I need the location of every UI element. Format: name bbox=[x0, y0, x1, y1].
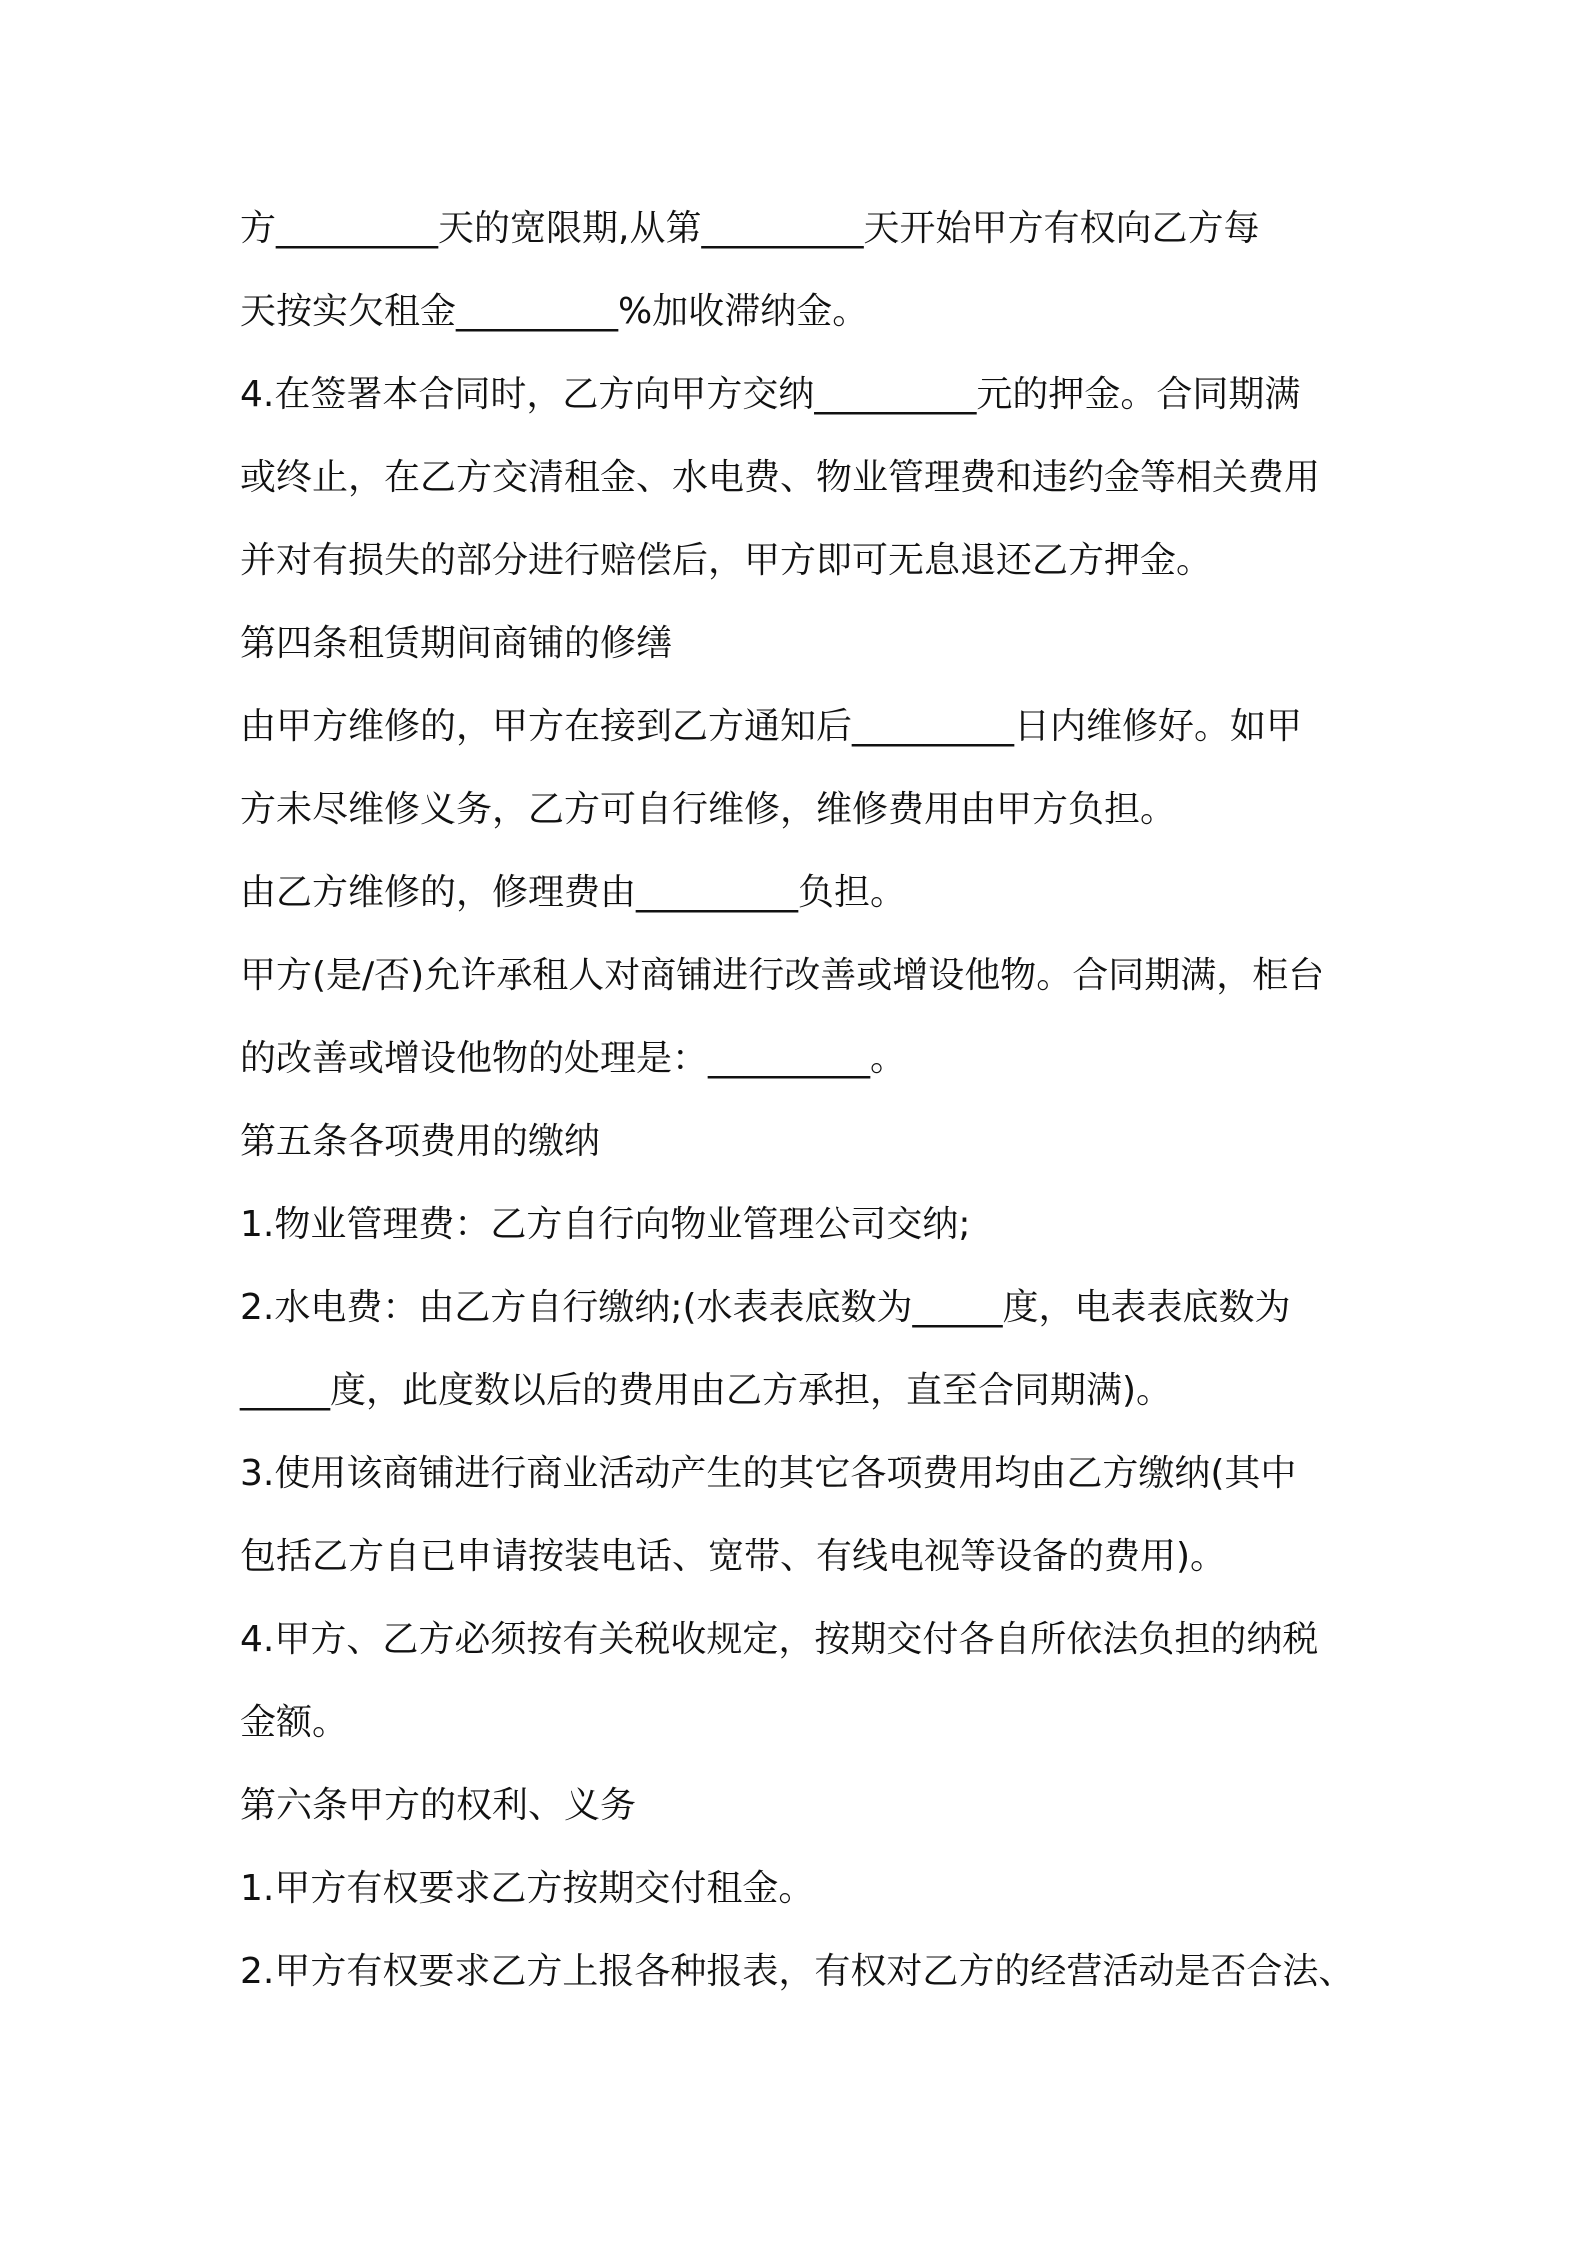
text-line: 2.水电费：由乙方自行缴纳;(水表表底数为_____度，电表表底数为 bbox=[240, 1287, 1291, 1328]
text-line: _____度，此度数以后的费用由乙方承担，直至合同期满)。 bbox=[240, 1370, 1173, 1411]
text-line: 方_________天的宽限期,从第_________天开始甲方有权向乙方每 bbox=[240, 208, 1260, 249]
text-line: 并对有损失的部分进行赔偿后，甲方即可无息退还乙方押金。 bbox=[240, 540, 1213, 581]
text-line: 4.在签署本合同时，乙方向甲方交纳_________元的押金。合同期满 bbox=[240, 374, 1301, 415]
text-line: 由甲方维修的，甲方在接到乙方通知后_________日内维修好。如甲 bbox=[240, 706, 1303, 747]
text-line: 或终止，在乙方交清租金、水电费、物业管理费和违约金等相关费用 bbox=[240, 457, 1321, 498]
text-line: 的改善或增设他物的处理是：_________。 bbox=[240, 1038, 907, 1079]
section-heading: 第五条各项费用的缴纳 bbox=[240, 1121, 601, 1162]
text-line: 2.甲方有权要求乙方上报各种报表，有权对乙方的经营活动是否合法、 bbox=[240, 1951, 1355, 1992]
text-line: 包括乙方自已申请按装电话、宽带、有线电视等设备的费用)。 bbox=[240, 1536, 1227, 1577]
section-heading: 第四条租赁期间商铺的修缮 bbox=[240, 623, 673, 664]
text-line: 金额。 bbox=[240, 1702, 349, 1743]
text-line: 3.使用该商铺进行商业活动产生的其它各项费用均由乙方缴纳(其中 bbox=[240, 1453, 1297, 1494]
text-line: 1.物业管理费：乙方自行向物业管理公司交纳; bbox=[240, 1204, 971, 1245]
text-line: 由乙方维修的，修理费由_________负担。 bbox=[240, 872, 907, 913]
section-heading: 第六条甲方的权利、义务 bbox=[240, 1785, 637, 1826]
text-line: 方未尽维修义务，乙方可自行维修，维修费用由甲方负担。 bbox=[240, 789, 1177, 830]
text-line: 4.甲方、乙方必须按有关税收规定，按期交付各自所依法负担的纳税 bbox=[240, 1619, 1319, 1660]
text-line: 天按实欠租金_________%加收滞纳金。 bbox=[240, 291, 869, 332]
text-line: 甲方(是/否)允许承租人对商铺进行改善或增设他物。合同期满，柜台 bbox=[240, 955, 1325, 996]
text-line: 1.甲方有权要求乙方按期交付租金。 bbox=[240, 1868, 815, 1909]
